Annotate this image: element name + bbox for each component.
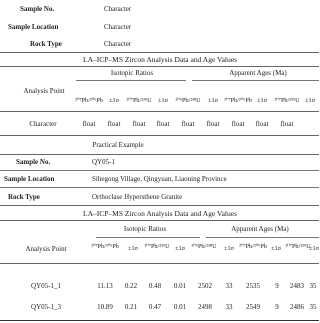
column-header: ±1σ [257,97,267,104]
table-cell: 33 [225,282,233,290]
divider [206,237,319,238]
isotopic-ratios-header: Isotopic Ratios [123,225,167,233]
column-header: ±1σ [208,97,218,104]
divider [76,80,186,81]
table-cell: 2483 [290,282,304,290]
table-cell: 35 [309,282,317,290]
analysis-point-header: Analysis Point [23,87,65,95]
table-cell: float [156,120,170,128]
rock-type-label: Rock Type [8,193,40,201]
column-header: ±1σ [158,97,168,104]
table-cell: float [280,120,294,128]
table-cell: 2486 [290,303,304,311]
column-header: ²⁰⁷Pb/²³⁵U [144,243,170,250]
table-cell: 10.89 [97,303,113,311]
table-cell: 9 [275,303,279,311]
column-header: ²⁰⁷Pb/²⁰⁶Pb [75,97,103,104]
table-cell: QY05-1_1 [31,282,61,290]
sample-location-label: Sample Location [4,175,55,183]
table-cell: 0.01 [173,303,187,311]
divider [0,154,319,155]
table-cell: float [181,120,195,128]
divider [0,111,319,112]
column-header: ²⁰⁶Pb/²³⁸U [191,243,217,250]
table-title: LA–ICP–MS Zircon Analysis Data and Age Values [82,55,238,64]
divider [0,170,319,171]
divider [0,320,319,321]
column-header: ±1σ [305,97,315,104]
divider [0,135,319,136]
table-cell: float [82,120,96,128]
table-cell: float [231,120,245,128]
column-header: ²⁰⁷Pb/²³⁵U [126,97,152,104]
table-cell: 33 [225,303,233,311]
column-header: ±1σ [271,245,281,252]
divider [0,52,319,53]
table-cell: 0.47 [148,303,162,311]
sample-no-label: Sample No. [16,158,51,166]
divider [96,237,200,238]
divider [0,220,319,221]
table-cell: 0.48 [148,282,162,290]
table-cell: 2498 [198,303,212,311]
table-cell: Character [29,120,57,128]
table-cell: 35 [309,303,317,311]
rock-type-value: Orthoclase Hypersthene Granite [92,193,183,201]
table-cell: QY05-1_3 [31,303,61,311]
column-header: ±1σ [224,245,234,252]
table-cell: 0.21 [124,303,138,311]
rock-type-value: Character [104,40,132,48]
practical-example-heading: Practical Example [92,141,144,149]
table-title: LA–ICP–MS Zircon Analysis Data and Age Values [82,209,238,218]
sample-location-value: Character [104,23,132,31]
table-cell: 2502 [198,282,212,290]
table-cell: 9 [275,282,279,290]
table-cell: float [132,120,146,128]
column-header: ²⁰⁶Pb/²³⁸U [175,97,201,104]
apparent-ages-header: Apparent Ages (Ma) [229,69,287,77]
sample-no-label: Sample No. [20,5,55,13]
divider [192,80,319,81]
divider [0,187,319,188]
analysis-point-header: Analysis Point [25,245,67,253]
rock-type-label: Rock Type [30,40,62,48]
column-header: ±1σ [309,245,319,252]
column-header: ²⁰⁷Pb/²⁰⁶Pb [91,243,119,250]
column-header: ²⁰⁷Pb/²³⁵U [274,97,300,104]
table-cell: float [206,120,220,128]
column-header: ±1σ [175,245,185,252]
column-header: ²⁰⁷Pb/²³⁵U [285,243,311,250]
column-header: ²⁰⁷Pb/²⁰⁶Pb [239,243,267,250]
table-cell: 0.01 [173,282,187,290]
column-header: ²⁰⁷Pb/²⁰⁶Pb [224,97,252,104]
table-cell: float [255,120,269,128]
apparent-ages-header: Apparent Ages (Ma) [231,225,289,233]
table-cell: 2549 [246,303,260,311]
sample-location-label: Sample Location [8,23,59,31]
sample-location-value: Sihegong Village, Qingyuan, Liaoning Province [92,175,227,183]
column-header: ±1σ [128,245,138,252]
column-header: ±1σ [109,97,119,104]
isotopic-ratios-header: Isotopic Ratios [110,69,154,77]
divider [0,205,319,206]
table-cell: float [107,120,121,128]
table-cell: 2535 [246,282,260,290]
table-cell: 0.22 [124,282,138,290]
divider [0,66,319,67]
sample-no-value: Character [104,5,132,13]
divider [0,263,319,264]
table-cell: 11.13 [97,282,113,290]
sample-no-value: QY05-1 [92,158,115,166]
